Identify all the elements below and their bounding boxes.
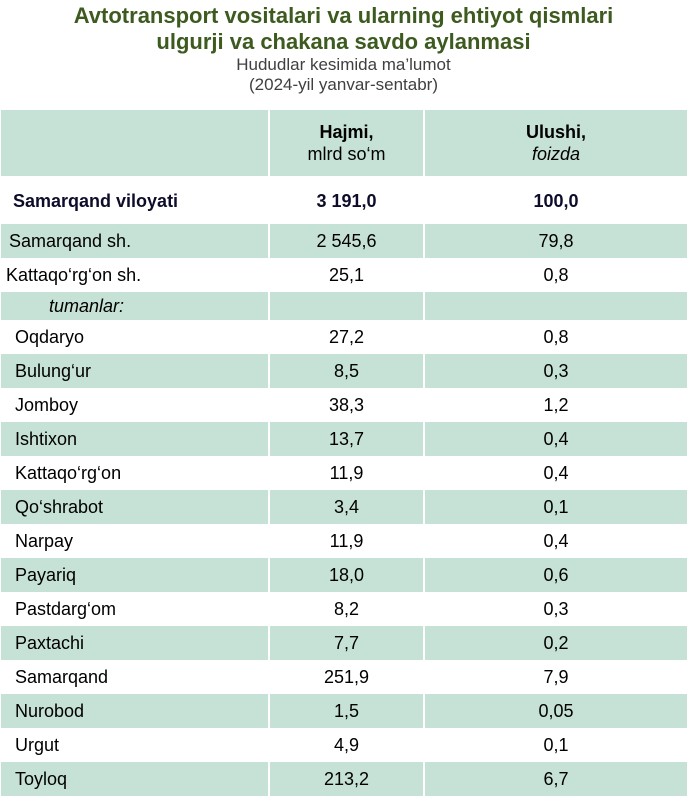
share-header-unit: foizda: [531, 144, 581, 164]
table-row: [1, 694, 687, 728]
table-row: [1, 422, 687, 456]
district-name: Urgut: [15, 734, 60, 755]
row-name: [1, 456, 270, 490]
city-name: Samarqand sh.: [9, 230, 132, 251]
row-name: [1, 178, 270, 224]
table-row: [1, 558, 687, 592]
district-name: Narpay: [15, 530, 74, 551]
table-row: [1, 224, 687, 258]
row-volume: 11,9: [270, 456, 425, 490]
row-share: 0,8: [543, 264, 569, 285]
share-header-label: Ulushi,: [525, 122, 586, 142]
row-volume: [270, 292, 425, 320]
table-row: [1, 728, 687, 762]
row-volume: 251,9: [270, 660, 425, 694]
region-table: [1, 110, 687, 796]
row-share: 0,4: [543, 462, 569, 483]
row-volume: 8,5: [270, 354, 425, 388]
row-share: [425, 292, 687, 320]
district-name: Ishtixon: [15, 428, 78, 449]
row-volume: 4,9: [270, 728, 425, 762]
row-volume: 3,4: [270, 490, 425, 524]
row-volume: 38,3: [270, 388, 425, 422]
row-name: [1, 388, 270, 422]
row-volume: 7,7: [270, 626, 425, 660]
volume-header-unit: mlrd so‘m: [307, 144, 386, 164]
district-name: Samarqand: [15, 666, 109, 687]
row-volume: 213,2: [270, 762, 425, 796]
district-name: Nurobod: [15, 700, 85, 721]
row-name: [1, 258, 270, 292]
row-volume: 25,1: [270, 258, 425, 292]
row-name: [1, 626, 270, 660]
district-name: Qo‘shrabot: [15, 496, 104, 517]
district-name: Jomboy: [15, 394, 79, 415]
row-name: [1, 762, 270, 796]
district-name: Kattaqo‘rg‘on: [15, 462, 122, 483]
row-name: [1, 320, 270, 354]
row-share: 0,2: [425, 626, 687, 660]
row-volume: 27,2: [270, 320, 425, 354]
total-name: Samarqand viloyati: [13, 190, 179, 211]
row-name: [1, 558, 270, 592]
row-share: 6,7: [425, 762, 687, 796]
row-share: 0,6: [425, 558, 687, 592]
header-cell-name: [1, 110, 270, 178]
row-share: 0,3: [543, 598, 569, 619]
header-cell-share: [425, 110, 687, 178]
district-name: Oqdaryo: [15, 326, 85, 347]
row-name: [1, 592, 270, 626]
row-name: [1, 660, 270, 694]
table-row: [1, 388, 687, 422]
row-name: [1, 524, 270, 558]
row-share: 7,9: [543, 666, 569, 687]
row-volume: 11,9: [270, 524, 425, 558]
district-name: Pastdarg‘om: [15, 598, 117, 619]
row-share: 0,4: [543, 530, 569, 551]
district-name: Toyloq: [15, 768, 68, 789]
district-name: Bulung‘ur: [15, 360, 92, 381]
table-row: [1, 490, 687, 524]
table-row-total: [1, 178, 687, 224]
row-volume: 8,2: [270, 592, 425, 626]
table-row-districts-label: [1, 292, 687, 320]
row-volume: 1,5: [270, 694, 425, 728]
row-share: 0,4: [425, 422, 687, 456]
header-cell-volume: [270, 110, 425, 178]
table-row: [1, 320, 687, 354]
districts-label: tumanlar:: [49, 295, 125, 316]
table-row: [1, 592, 687, 626]
district-name: Paxtachi: [15, 632, 85, 653]
row-name: [1, 224, 270, 258]
table-row: [1, 660, 687, 694]
row-name: [1, 422, 270, 456]
row-share: 0,1: [425, 490, 687, 524]
title-line-1: Avtotransport vositalari va ularning ehtiyot qismlari: [73, 3, 614, 28]
row-share: 0,05: [425, 694, 687, 728]
page-title: [0, 0, 687, 55]
title-line-2: ulgurji va chakana savdo aylanmasi: [156, 29, 531, 54]
row-share: 79,8: [425, 224, 687, 258]
volume-header-label: Hajmi,: [319, 122, 374, 142]
row-volume: 3 191,0: [270, 178, 425, 224]
city-name: Kattaqo‘rg‘on sh.: [6, 264, 142, 285]
page-header: [0, 0, 687, 110]
row-share: 1,2: [543, 394, 569, 415]
row-share: 100,0: [533, 190, 579, 211]
row-volume: 13,7: [270, 422, 425, 456]
row-name: [1, 694, 270, 728]
row-name: [1, 490, 270, 524]
table-row: [1, 626, 687, 660]
row-share: 0,8: [543, 326, 569, 347]
row-share: 0,3: [425, 354, 687, 388]
period-label: (2024-yil yanvar-sentabr): [249, 75, 438, 94]
table-row: [1, 258, 687, 292]
table-row: [1, 524, 687, 558]
table-row: [1, 354, 687, 388]
table-row: [1, 456, 687, 490]
table-row: [1, 762, 687, 796]
row-volume: 18,0: [270, 558, 425, 592]
district-name: Payariq: [15, 564, 77, 585]
row-name: [1, 354, 270, 388]
row-name: [1, 292, 270, 320]
page-subtitle: Hududlar kesimida ma’lumot: [236, 55, 451, 74]
row-name: [1, 728, 270, 762]
table-header-row: [1, 110, 687, 178]
row-share: 0,1: [543, 734, 569, 755]
row-volume: 2 545,6: [270, 224, 425, 258]
